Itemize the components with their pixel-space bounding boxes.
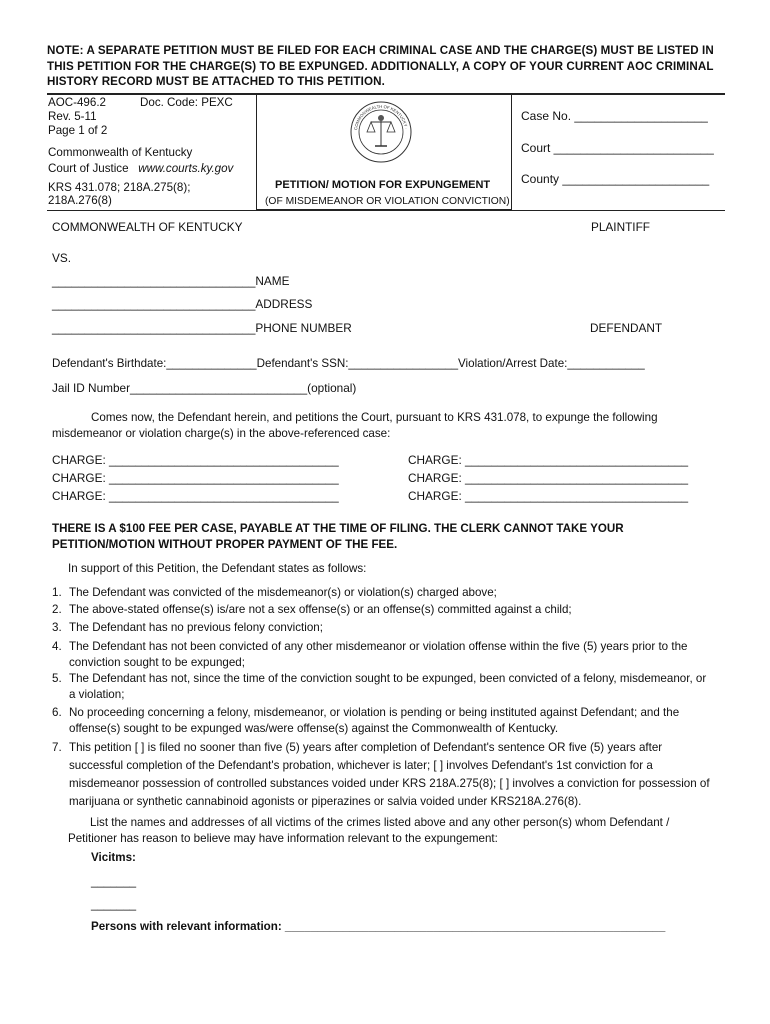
statement-number: 1.	[52, 586, 62, 599]
charge-left-1[interactable]: CHARGE: ___________________________________	[52, 453, 339, 467]
statement-3	[52, 620, 712, 636]
court-field[interactable]: Court ________________________	[521, 141, 714, 155]
charge-right-3[interactable]: CHARGE: __________________________________	[408, 489, 689, 503]
victim-line-1[interactable]: _______	[91, 875, 137, 888]
commonwealth-label: Commonwealth of Kentucky	[48, 146, 193, 159]
statement-7	[52, 739, 712, 811]
charge-left-3[interactable]: CHARGE: ___________________________________	[52, 489, 339, 503]
court-of-justice-label	[48, 162, 233, 176]
case-number-field[interactable]: Case No. ____________________	[521, 109, 708, 123]
filing-note: NOTE: A SEPARATE PETITION MUST BE FILED FOR EACH CRIMINAL CASE AND THE CHARGE(S) MUST BE LISTED IN THIS PETITION FOR THE CHARGE(S) TO BE EXPUNGED. ADDITIONALLY, A COPY OF YOUR CURRENT AOC CRIMINAL HISTORY RECORD MUST BE ATTACHED TO THIS PETITION.	[47, 44, 714, 88]
statement-text: The Defendant was convicted of the misdemeanor(s) or violation(s) charged above;	[69, 586, 497, 599]
doc-code: Doc. Code: PEXC	[140, 96, 233, 109]
statement-2	[52, 602, 712, 618]
persons-info-field[interactable]: Persons with relevant information: ___________________________________________________________	[91, 920, 666, 933]
fee-notice: THERE IS A $100 FEE PER CASE, PAYABLE AT THE TIME OF FILING. THE CLERK CANNOT TAKE YOUR PETITION/MOTION WITHOUT PROPER PAYMENT OF THE FEE.	[52, 522, 624, 551]
page-number: Page 1 of 2	[48, 124, 108, 137]
plaintiff-label: PLAINTIFF	[591, 220, 650, 234]
court-of-justice-text: Court of Justice	[48, 162, 129, 175]
kentucky-seal-icon	[349, 100, 413, 164]
defendant-address-field[interactable]: _______________________________ADDRESS	[52, 297, 313, 311]
krs-citation-1: KRS 431.078; 218A.275(8);	[48, 181, 191, 194]
jail-id-field[interactable]: Jail ID Number___________________________(optional)	[52, 381, 357, 395]
defendant-phone-field[interactable]: _______________________________PHONE NUMBER	[52, 321, 352, 335]
seal-lettering: COMMONWEALTH OF KENTUCKY ·	[353, 103, 409, 131]
petition-intro: Comes now, the Defendant herein, and petitions the Court, pursuant to KRS 431.078, to expunge the following misdemeanor or violation charge(s) in the above-referenced case:	[52, 411, 658, 440]
plaintiff-name: COMMONWEALTH OF KENTUCKY	[52, 220, 243, 234]
charge-left-2[interactable]: CHARGE: ___________________________________	[52, 471, 339, 485]
defendant-info-fields[interactable]: Defendant's Birthdate:______________Defendant's SSN:_________________Violation/Arrest Date:____________	[52, 357, 645, 370]
charge-right-1[interactable]: CHARGE: __________________________________	[408, 453, 689, 467]
statement-4	[52, 639, 712, 670]
krs-citation-2: 218A.276(8)	[48, 194, 112, 207]
revision: Rev. 5-11	[48, 110, 97, 123]
statement-text: The above-stated offense(s) is/are not a sex offense(s) or an offense(s) committed against a child;	[69, 603, 572, 616]
versus-label: VS.	[52, 251, 72, 265]
statement-number: 6.	[52, 706, 62, 719]
svg-text:COMMONWEALTH OF KENTUCKY · COU	[349, 100, 409, 131]
website-link[interactable]: www.courts.ky.gov	[138, 162, 234, 175]
statement-6	[52, 705, 712, 736]
header-top-rule	[47, 93, 725, 95]
statement-text: This petition [ ] is filed no sooner than five (5) years after completion of Defendant's sentence OR five (5) years after successful completion of the Defendant's probation, whichever is later; [ ] involves Defendant's 1st conviction for a misdemeanor possession of controlled substances voided under KRS 218A.275(8); [ ] involves a conviction for possession of marijuana or synthetic cannabinoid agonists or piperazines or salvia voided under KRS218A.276(8).	[69, 741, 710, 808]
defendant-name-field[interactable]: _______________________________NAME	[52, 274, 290, 288]
statement-number: 7.	[52, 741, 62, 754]
statement-number: 3.	[52, 621, 62, 634]
support-intro: In support of this Petition, the Defendant states as follows:	[68, 562, 367, 575]
victims-label: Vicitms:	[91, 851, 136, 864]
header-right-divider	[511, 94, 512, 210]
statement-text: No proceeding concerning a felony, misdemeanor, or violation is pending or being instituted against Defendant; and the offense(s) sought to be expunged was/were offense(s) against the Commonwealth of Kentucky.	[69, 706, 680, 735]
victim-line-2[interactable]: _______	[91, 898, 137, 911]
statement-5	[52, 671, 712, 702]
header-lower-rule	[47, 210, 725, 211]
statement-number: 5.	[52, 672, 62, 685]
statement-text: The Defendant has not, since the time of the conviction sought to be expunged, been convicted of a felony, misdemeanor, or a violation;	[69, 672, 707, 701]
statement-text: The Defendant has not been convicted of any other misdemeanor or violation offense within the five (5) years prior to the conviction sought to be expunged;	[69, 640, 688, 669]
form-subtitle: (OF MISDEMEANOR OR VIOLATION CONVICTION)	[265, 196, 510, 207]
charge-right-2[interactable]: CHARGE: __________________________________	[408, 471, 689, 485]
statement-text: The Defendant has no previous felony conviction;	[69, 621, 323, 634]
statement-number: 2.	[52, 603, 62, 616]
form-number: AOC-496.2	[48, 96, 106, 109]
statement-1	[52, 585, 712, 601]
county-field[interactable]: County ______________________	[521, 172, 710, 186]
victims-intro: List the names and addresses of all victims of the crimes listed above and any other person(s) whom Defendant / Petitioner has reason to believe may have information relevant to the expungement:	[68, 816, 670, 845]
header-left-divider	[256, 94, 257, 210]
form-title: PETITION/ MOTION FOR EXPUNGEMENT	[275, 179, 491, 191]
statement-number: 4.	[52, 640, 62, 653]
defendant-label: DEFENDANT	[590, 321, 663, 335]
